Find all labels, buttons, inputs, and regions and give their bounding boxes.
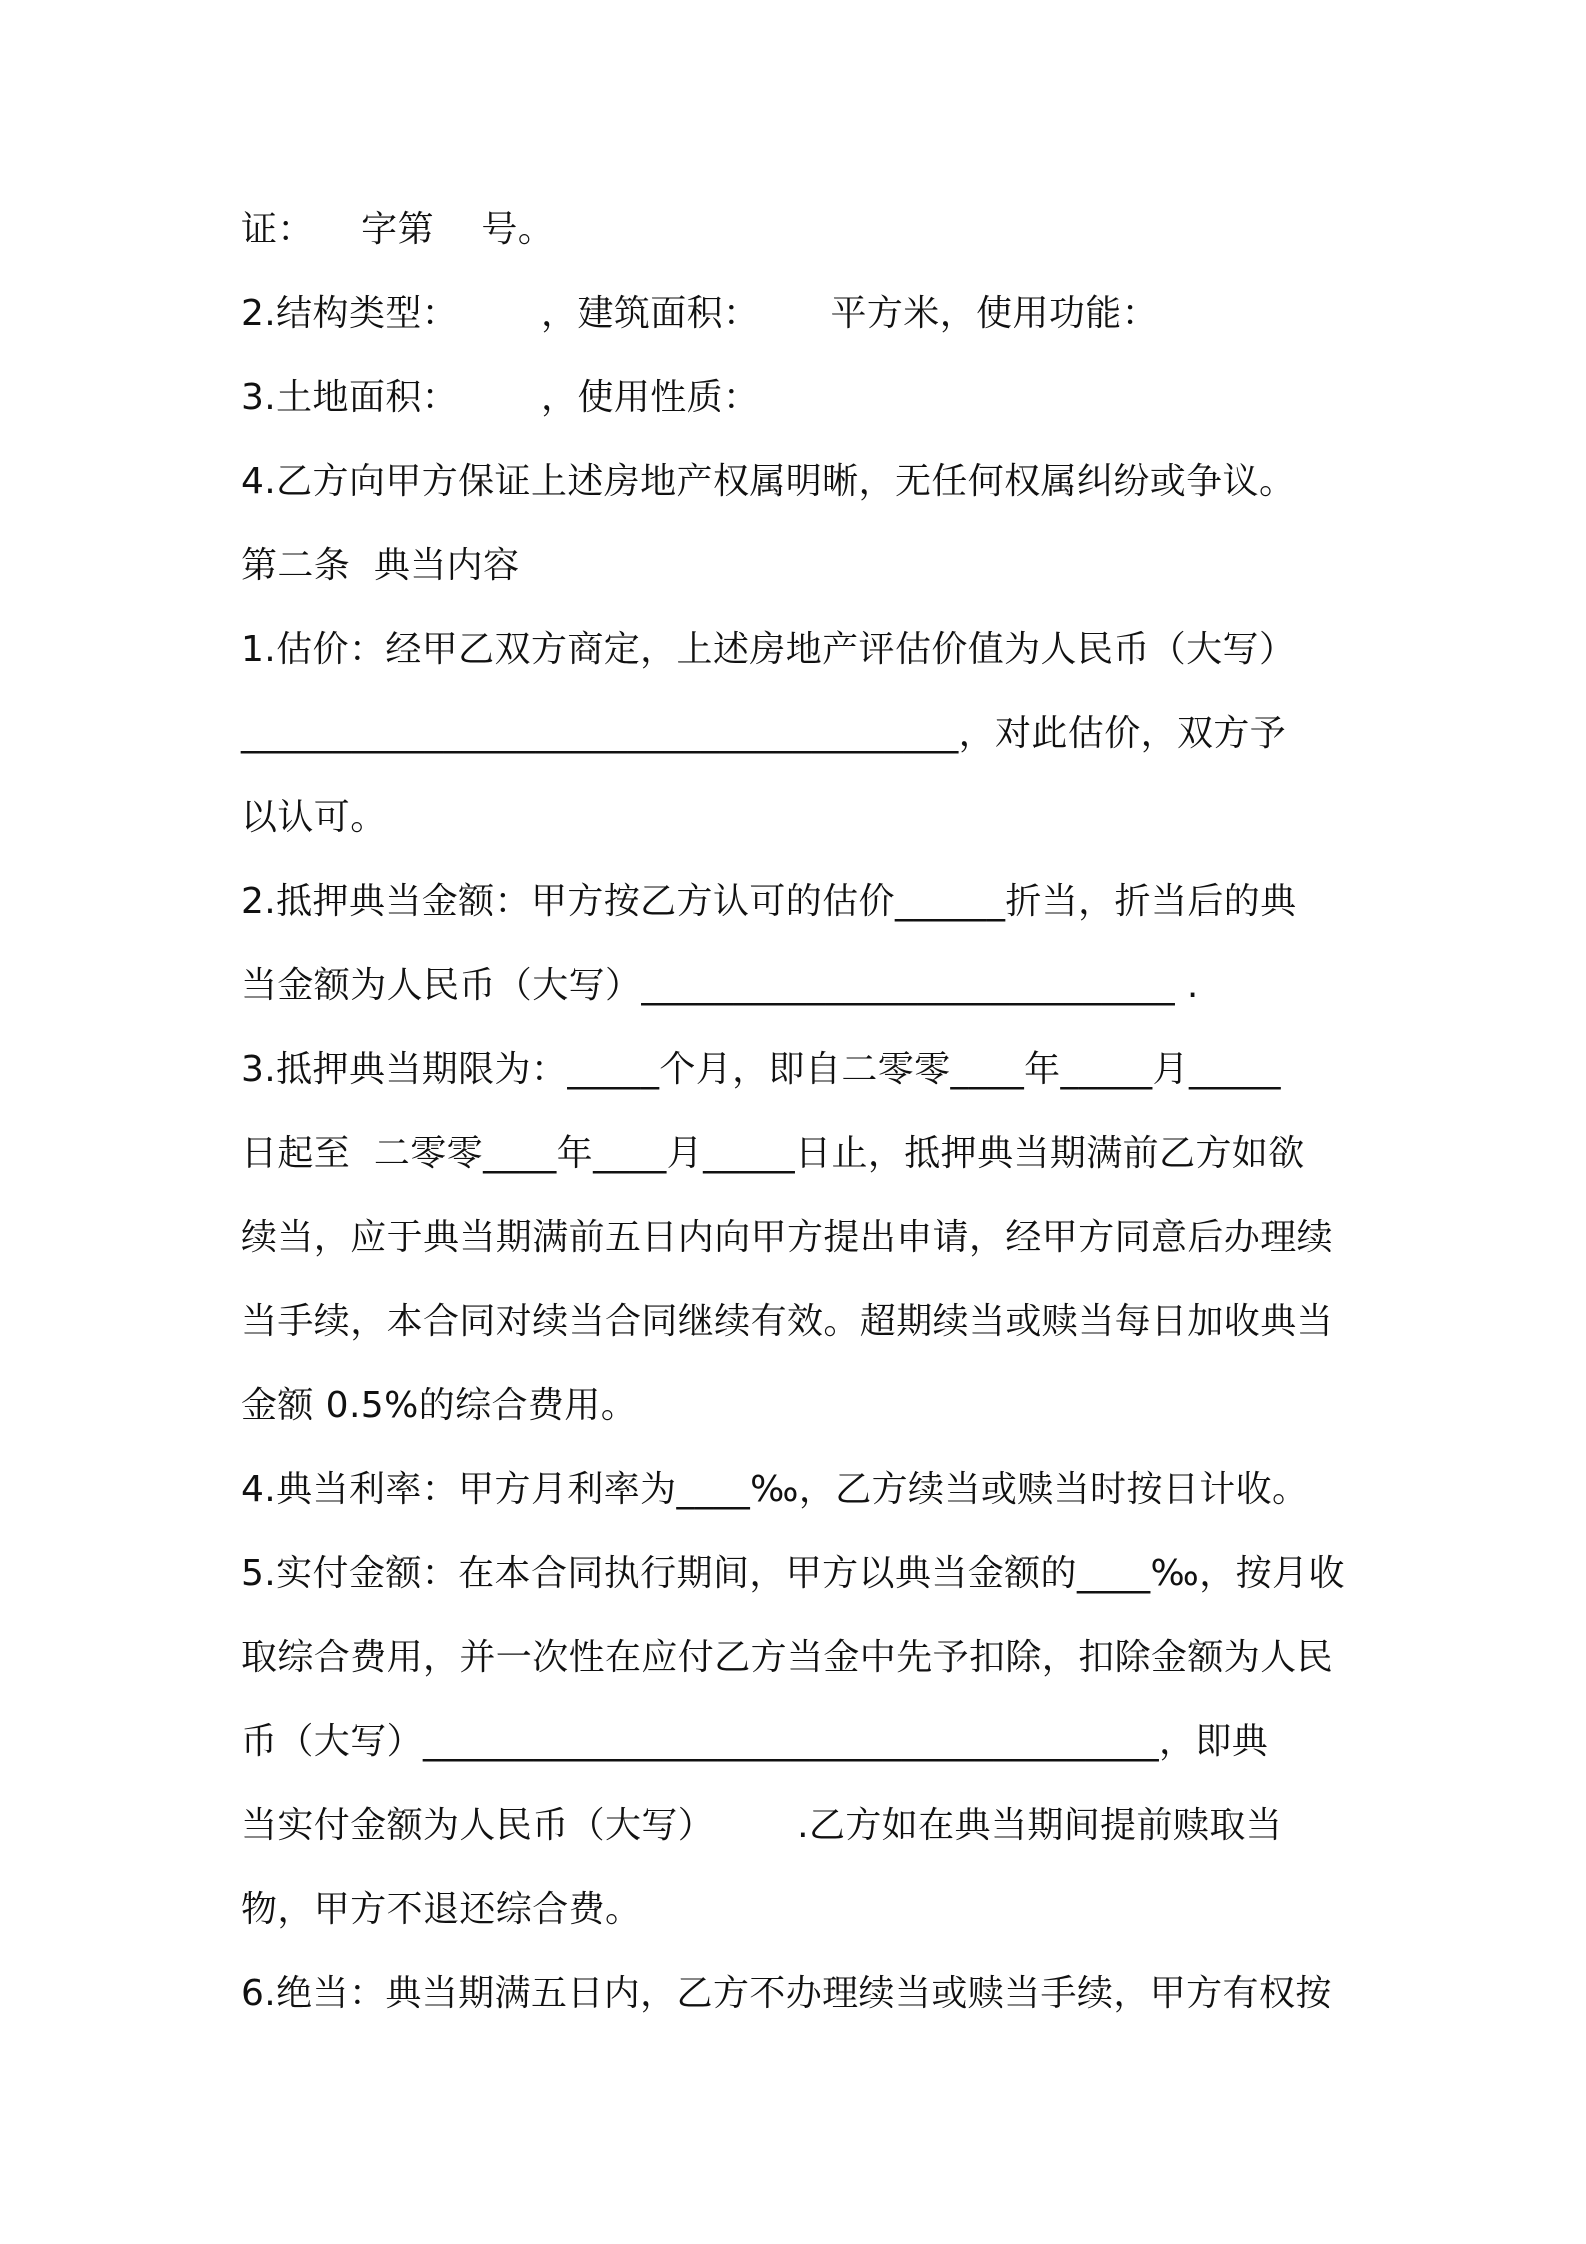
text-line-land-area: 3.土地面积： ，使用性质： xyxy=(241,377,760,418)
text-line-valuation: 1.估价：经甲乙双方商定，上述房地产评估价值为人民币（大写） xyxy=(241,629,1296,670)
text-line-interest-rate: 4.典当利率：甲方月利率为____‰，乙方续当或赎当时按日计收。 xyxy=(241,1469,1309,1510)
text-line-comprehensive-fee: 取综合费用，并一次性在应付乙方当金中先予扣除，扣除金额为人民 xyxy=(241,1637,1334,1678)
text-line-valuation-approval: 以认可。 xyxy=(241,797,387,838)
text-line-pawn-term: 3.抵押典当期限为：_____个月，即自二零零____年_____月_____ xyxy=(241,1049,1281,1090)
text-line-no-refund: 物，甲方不退还综合费。 xyxy=(241,1889,642,1930)
text-line-structure-type: 2.结构类型： ，建筑面积： 平方米，使用功能： xyxy=(241,293,1159,334)
text-line-pawn-amount-capital: 当金额为人民币（大写）_____________________________ . xyxy=(241,965,1199,1006)
text-line-pawn-term-end: 日起至 二零零____年____月_____日止，抵押典当期满前乙方如欲 xyxy=(241,1133,1305,1174)
section-heading-article-two: 第二条 典当内容 xyxy=(241,545,520,586)
text-line-ownership-guarantee: 4.乙方向甲方保证上述房地产权属明晰，无任何权属纠纷或争议。 xyxy=(241,461,1296,502)
text-line-valuation-blank: _______________________________________，对此估价，双方予 xyxy=(241,713,1287,754)
text-line-actual-payment: 5.实付金额：在本合同执行期间，甲方以典当金额的____‰，按月收 xyxy=(241,1553,1345,1594)
text-line-overdue-fee: 金额 0.5%的综合费用。 xyxy=(241,1385,638,1426)
text-line-renewal-application: 续当，应于典当期满前五日内向甲方提出申请，经甲方同意后办理续 xyxy=(241,1217,1334,1258)
text-line-forfeiture: 6.绝当：典当期满五日内，乙方不办理续当或赎当手续，甲方有权按 xyxy=(241,1973,1332,2014)
text-line-deduction-amount: 币（大写）________________________________________，即典 xyxy=(241,1721,1269,1762)
text-line-renewal-effect: 当手续，本合同对续当合同继续有效。超期续当或赎当每日加收典当 xyxy=(241,1301,1334,1342)
text-line-net-payment: 当实付金额为人民币（大写） .乙方如在典当期间提前赎取当 xyxy=(241,1805,1283,1846)
text-line-pawn-amount: 2.抵押典当金额：甲方按乙方认可的估价______折当，折当后的典 xyxy=(241,881,1297,922)
text-line-certificate: 证： 字第 号。 xyxy=(241,209,555,250)
